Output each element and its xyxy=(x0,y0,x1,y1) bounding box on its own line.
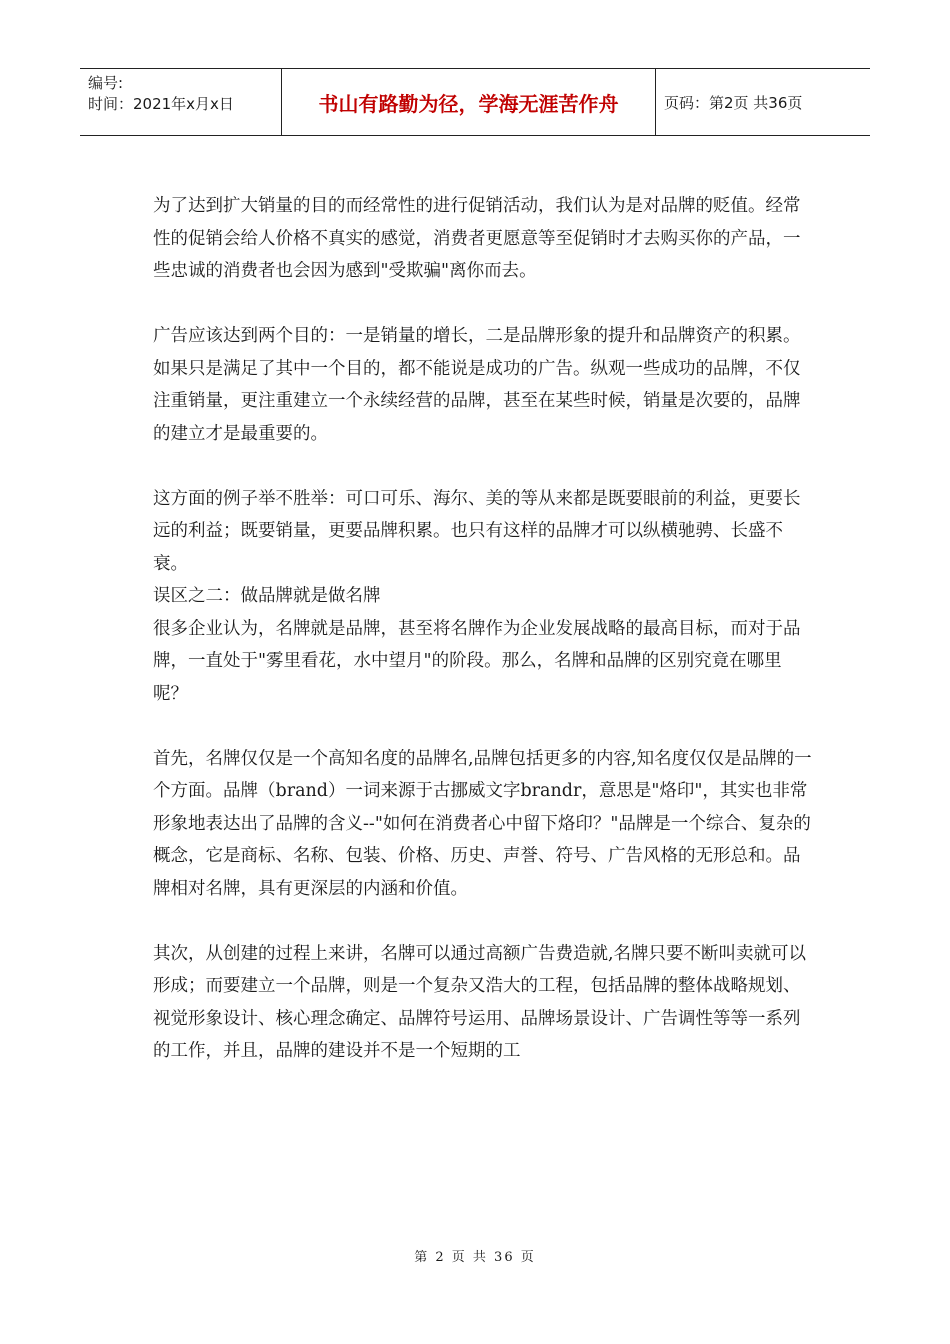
header-motto: 书山有路勤为径，学海无涯苦作舟 xyxy=(282,69,656,135)
header-time-label: 时间：2021年x月x日 xyxy=(88,95,234,113)
paragraph-first-point: 首先，名牌仅仅是一个高知名度的品牌名,品牌包括更多的内容,知名度仅仅是品牌的一个方面。品牌（brand）一词来源于古挪威文字brandr，意思是"烙印"，其实也非常形象地表达出了品牌的含义--"如何在消费者心中留下烙印？"品牌是一个综合、复杂的概念，它是商标、名称、包装、价格、历史、声誉、符号、广告风格的无形总和。品牌相对名牌，具有更深层的内涵和价值。 xyxy=(153,748,812,899)
document-body xyxy=(153,190,813,1068)
page-footer: 第 2 页 共 36 页 xyxy=(414,1250,536,1265)
paragraph-gap xyxy=(153,288,813,321)
header-meta xyxy=(80,69,282,135)
paragraph-examples: 这方面的例子举不胜举：可口可乐、海尔、美的等从来都是既要眼前的利益，更要长远的利益；既要销量，更要品牌积累。也只有这样的品牌才可以纵横驰骋、长盛不衰。 xyxy=(153,488,801,574)
header-number-label: 编号: xyxy=(88,74,124,92)
section-heading: 误区之二：做品牌就是做名牌 xyxy=(153,586,381,606)
paragraph-advertising: 广告应该达到两个目的：一是销量的增长，二是品牌形象的提升和品牌资产的积累。如果只是满足了其中一个目的，都不能说是成功的广告。纵观一些成功的品牌，不仅注重销量，更注重建立一个永续经营的品牌，甚至在某些时候，销量是次要的，品牌的建立才是最重要的。 xyxy=(153,326,801,444)
paragraph-second-point: 其次，从创建的过程上来讲，名牌可以通过高额广告费造就,名牌只要不断叫卖就可以形成；而要建立一个品牌，则是一个复杂又浩大的工程，包括品牌的整体战略规划、视觉形象设计、核心理念确定、品牌符号运用、品牌场景设计、广告调性等等一系列的工作，并且，品牌的建设并不是一个短期的工 xyxy=(153,943,807,1061)
paragraph-promotion: 为了达到扩大销量的目的而经常性的进行促销活动，我们认为是对品牌的贬值。经常性的促销会给人价格不真实的感觉，消费者更愿意等至促销时才去购买你的产品，一些忠诚的消费者也会因为感到"受欺骗"离你而去。 xyxy=(153,196,801,281)
header-page-info: 页码：第2页 共36页 xyxy=(664,93,803,112)
paragraph-gap xyxy=(153,905,813,938)
paragraph-misconception: 很多企业认为，名牌就是品牌，甚至将名牌作为企业发展战略的最高目标，而对于品牌，一直处于"雾里看花，水中望月"的阶段。那么，名牌和品牌的区别究竟在哪里呢？ xyxy=(153,618,801,704)
paragraph-gap xyxy=(153,710,813,743)
paragraph-gap xyxy=(153,450,813,483)
document-header xyxy=(80,68,870,136)
